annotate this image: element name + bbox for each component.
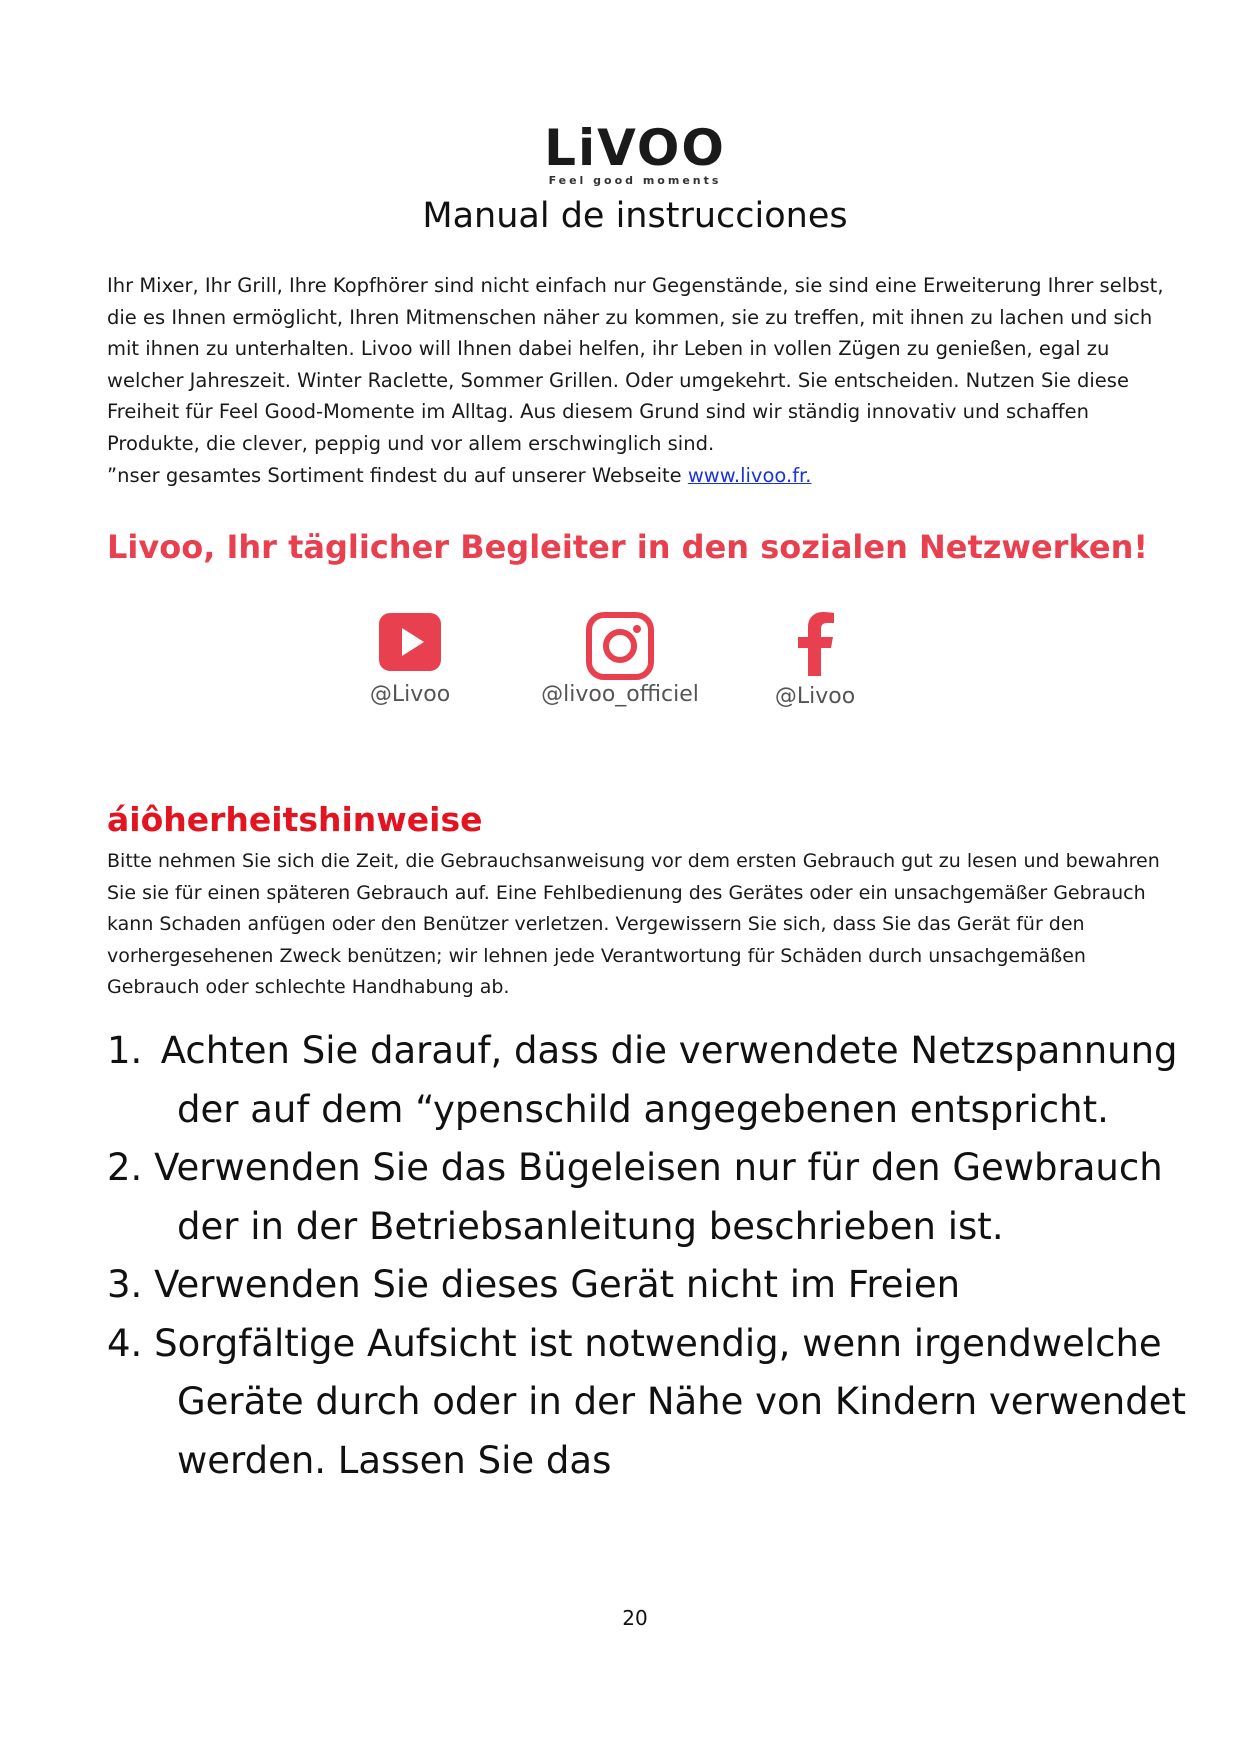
safety-heading: áiôherheitshinweise bbox=[107, 800, 483, 839]
intro-paragraph: Ihr Mixer, Ihr Grill, Ihre Kopfhörer sind nicht einfach nur Gegenstände, sie sind eine Erweiterung Ihrer selbst, die es Ihnen ermöglicht, Ihren Mitmenschen näher zu kommen, sie zu treffen, mit ihnen zu lachen und sich mit ihnen zu unterhalten. Livoo will Ihnen dabei helfen, ihr Leben in vollen Zügen zu genießen, egal zu welcher Jahreszeit. Winter Raclette, Sommer Grillen. Oder umgekehrt. Sie entscheiden. Nutzen Sie diese Freiheit für Feel Good-Momente im Alltag. Aus diesem Grund sind wir ständig innovativ und schaffen Produkte, die clever, peppig und vor allem erschwinglich sind. bbox=[107, 274, 1164, 455]
youtube-handle: @Livoo bbox=[369, 682, 451, 707]
safety-rules-list bbox=[107, 1022, 1187, 1490]
website-line bbox=[107, 460, 1167, 492]
safety-rule bbox=[107, 1256, 1187, 1315]
intro-section bbox=[107, 270, 1167, 491]
social-item-facebook[interactable] bbox=[755, 612, 875, 709]
rule-text: Achten Sie darauf, dass die verwendete Netzspannung der auf dem “ypenschild angegebenen entspricht. bbox=[160, 1029, 1178, 1131]
rule-text: Verwenden Sie das Bügeleisen nur für den Gewbrauch der in der Betriebsanleitung beschrieben ist. bbox=[154, 1146, 1163, 1248]
rule-number: 1. bbox=[107, 1029, 143, 1072]
social-item-instagram[interactable] bbox=[510, 612, 730, 707]
document-title: Manual de instrucciones bbox=[422, 196, 848, 236]
social-item-youtube[interactable] bbox=[330, 612, 490, 707]
instagram-handle: @livoo_officiel bbox=[541, 682, 699, 707]
youtube-icon bbox=[378, 612, 442, 672]
rule-number: 2. bbox=[107, 1146, 143, 1189]
website-link[interactable]: www.livoo.fr. bbox=[687, 463, 812, 487]
safety-text: Bitte nehmen Sie sich die Zeit, die Gebrauchsanweisung vor dem ersten Gebrauch gut zu lesen und bewahren Sie sie für einen späteren Gebrauch auf. Eine Fehlbedienung des Gerätes oder ein unsachgemäßer Gebrauch kann Schaden anfügen oder den Benützer verletzen. Vergewissern Sie sich, dass Sie das Gerät für den vorhergesehenen Zweck benützen; wir lehnen jede Verantwortung für Schäden durch unsachgemäßen Gebrauch oder schlechte Handhabung ab. bbox=[107, 850, 1160, 999]
rule-text: Verwenden Sie dieses Gerät nicht im Freien bbox=[154, 1263, 961, 1306]
rule-number: 3. bbox=[107, 1263, 143, 1306]
logo-tagline: Feel good moments bbox=[548, 174, 722, 187]
website-prefix: ”nser gesamtes Sortiment findest du auf unserer Webseite bbox=[107, 463, 688, 487]
safety-rule bbox=[107, 1315, 1187, 1491]
instagram-icon bbox=[585, 612, 655, 680]
facebook-icon bbox=[794, 612, 836, 676]
social-heading: Livoo, Ihr täglicher Begleiter in den sozialen Netzwerken! bbox=[107, 528, 1148, 566]
logo-wordmark: LiVOO bbox=[544, 119, 726, 177]
rule-text: Sorgfältige Aufsicht ist notwendig, wenn irgendwelche Geräte durch oder in der Nähe von Kindern verwendet werden. Lassen Sie das bbox=[154, 1321, 1187, 1482]
page-number: 20 bbox=[622, 1606, 648, 1630]
livoo-logo bbox=[540, 120, 730, 187]
safety-rule bbox=[107, 1139, 1187, 1256]
safety-rule bbox=[107, 1022, 1187, 1139]
facebook-handle: @Livoo bbox=[774, 684, 856, 709]
rule-number: 4. bbox=[107, 1321, 143, 1365]
